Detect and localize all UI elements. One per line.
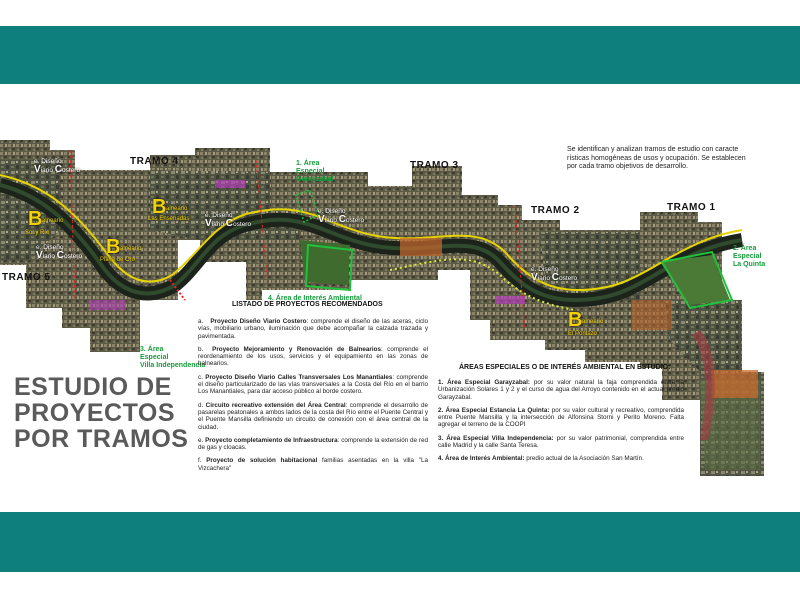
area-label-la-quinta: 2. Área Especial La Quinta [733, 245, 766, 268]
map-accent [495, 296, 525, 304]
intro-text: Se identifican y analizan tramos de estudio con caracte rísticas homogéneas de usos y ocupación. Se establecen por cada tramo objetivos de desarrollo. [567, 146, 746, 170]
area-label-garayzabal: 1. Área Especial Garayzabal [296, 160, 334, 183]
viario-costero-marker: e. Diseño Viario Costero [318, 208, 365, 225]
project-list-item: c. Proyecto Diseño Viario Calles Transversales Los Manantiales: comprende el diseño particularizado de las vías transversales a la Costa del Río en el barrio Los Manantiales, para dar acceso público al borde costero. [198, 373, 428, 396]
areas-list [438, 379, 684, 469]
map-accent [90, 300, 126, 310]
project-list-item: b. Proyecto Mejoramiento y Renovación de Balnearios: comprende el reordenamiento de los usos, servicios y el equipamiento en las zonas de balnearios. [198, 345, 429, 368]
area-label-villa-independencia: 3. Área Especial Villa Independencia [140, 346, 206, 369]
areas-list-item: 2. Área Especial Estancia La Quinta: por su valor cultural y recreativo, comprendida entre Puente Mansilla y la intersección de Alfonsina Storni y Perito Moreno. Falta agregar el terreno de la COOPI [438, 406, 684, 429]
map-accent [215, 180, 245, 188]
tramo-3-label: TRAMO 3 [410, 160, 459, 171]
project-list-item: f. Proyecto de solución habitacional familias asentadas en la villa "La Vizcachera" [198, 457, 428, 472]
tramo-5-label: TRAMO 5 [2, 272, 51, 283]
tramo-2-label: TRAMO 2 [531, 205, 580, 216]
project-list-title: LISTADO DE PROYECTOS RECOMENDADOS [232, 301, 383, 308]
map-accent [632, 300, 672, 330]
project-list-item: d. Circuito recreativo extensión del Área Central: comprende el desarrollo de pasarelas peatonales a ambos lados de la costa del Río entre el Puente Central y el Puente Mansilla definiendo un circuito de conexión con el área central de la ciudad. [198, 401, 428, 431]
map-accent [712, 370, 758, 398]
project-list-item: e. Proyecto completamiento de Infraestructura: comprende la extensión de red de gas y cloacas. [198, 436, 428, 452]
viario-costero-marker: e. Diseño Viario Costero [531, 266, 578, 283]
areas-title: ÁREAS ESPECIALES O DE INTERÉS AMBIENTAL EN ESTUDIO: [459, 364, 671, 371]
project-list-item: a. Proyecto Diseño Viario Costero: comprende el diseño de las aceras, ciclo vías, mobiliario urbano, iluminación que debe acompañar la calzada trazada y pavimentada. [198, 318, 428, 340]
viario-costero-marker: e. Diseño Viario Costero [205, 212, 252, 229]
project-list [198, 318, 428, 478]
areas-list-item: 1. Área Especial Garayzabal: por su valor natural la faja comprendida entre la Urbanización Solares 1 y 2 y el curso de agua del Arroyo contenido en el actual predio Garayzabal. [438, 379, 684, 401]
area-label-interes-ambiental: 4. Área de Interés Ambiental [268, 295, 362, 302]
map-accent [400, 238, 442, 256]
tramo-1-label: TRAMO 1 [667, 202, 716, 213]
areas-list-item: 4. Área de Interés Ambiental: predio actual de la Asociación San Martín. [438, 455, 644, 463]
viario-costero-marker: e. Diseño Viario Costero [36, 244, 83, 261]
areas-list-item: 3. Área Especial Villa Independencia: por su valor patrimonial, comprendida entre calle Madrid y la calle Santa Teresa. [438, 434, 685, 450]
page-title: ESTUDIO DE PROYECTOS POR TRAMOS [14, 373, 189, 453]
tramo-4-label: TRAMO 4 [130, 156, 179, 167]
viario-costero-marker: e. Diseño Viario Costero [34, 158, 81, 175]
bottom-banner [0, 512, 800, 572]
